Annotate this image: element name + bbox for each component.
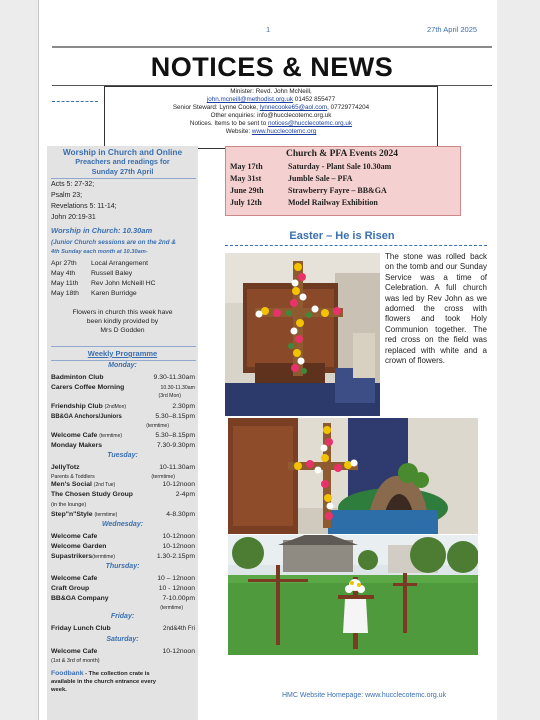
programme-row xyxy=(51,657,197,665)
page-number: 1 xyxy=(266,25,271,34)
flowers-note xyxy=(47,308,198,335)
foodbank-text-2: available in the church entrance every xyxy=(51,679,157,685)
worship-heading xyxy=(47,147,198,177)
activity-name: Friendship Club xyxy=(51,403,103,410)
event-row xyxy=(230,186,387,196)
header-divider xyxy=(52,46,492,48)
activity-name: Welcome Cafe xyxy=(51,432,98,439)
activity-note: (termtime) xyxy=(99,433,123,439)
day-friday: Friday: xyxy=(110,613,135,620)
day-monday: Monday: xyxy=(108,362,137,369)
day-saturday: Saturday: xyxy=(106,636,139,643)
activity-name: Welcome Cafe xyxy=(51,533,98,540)
activity-name: Step"n"Style xyxy=(51,511,93,518)
steward-name: Senior Steward: Lynne Cooke, xyxy=(172,104,260,111)
activity-time: 10 - 12noon xyxy=(158,585,195,592)
day-tuesday: Tuesday: xyxy=(107,452,138,459)
photo-flower-cross-pulpit xyxy=(225,253,380,416)
activity-time: 10-12noon xyxy=(162,648,195,655)
activity-note: (termtime) xyxy=(94,512,118,518)
event-date: June 29th xyxy=(230,186,264,195)
reading-3: Revelations 5: 11-14; xyxy=(51,203,117,210)
activity-name: Badminton Club xyxy=(51,374,104,381)
programme-row xyxy=(51,575,197,583)
event-row xyxy=(230,198,378,208)
notices-email-link[interactable]: notices@hucclecotemc.org.uk xyxy=(267,120,353,127)
programme-row xyxy=(51,413,197,421)
event-name: Saturday - Plant Sale 10.30am xyxy=(288,162,392,171)
enquiries-line: Other enquiries: info@hucclecotemc.org.uk xyxy=(210,112,332,119)
website-prefix: Website: xyxy=(225,128,252,135)
activity-time: 2-4pm xyxy=(175,491,195,498)
foodbank-note xyxy=(51,670,196,694)
preacher-row xyxy=(51,279,156,288)
activity-time: (termtime) xyxy=(146,423,169,429)
programme-row xyxy=(51,585,197,593)
programme-row xyxy=(51,625,197,633)
programme-row xyxy=(51,543,197,551)
easter-divider xyxy=(225,245,487,246)
activity-time: 10-11.30am xyxy=(159,464,195,471)
programme-row xyxy=(51,464,197,472)
programme-row xyxy=(51,384,197,392)
activity-name: Men's Social xyxy=(51,481,92,488)
events-title: Church & PFA Events 2024 xyxy=(285,149,399,159)
minister-contact-line xyxy=(105,96,437,104)
easter-heading: Easter – He is Risen xyxy=(289,230,395,242)
activity-time: 10-12noon xyxy=(162,543,195,550)
right-margin xyxy=(497,0,540,720)
preacher-date: May 11th xyxy=(51,280,79,287)
preacher-name: Karen Burridge xyxy=(91,290,137,297)
left-margin xyxy=(0,0,38,720)
flowers-line-1: Flowers in church this week have xyxy=(72,309,173,316)
event-name: Jumble Sale – PFA xyxy=(288,174,353,183)
day-wednesday: Wednesday: xyxy=(101,521,144,528)
footer-website[interactable]: HMC Website Homepage: www.hucclecotemc.org.uk xyxy=(282,692,447,699)
event-date: May 17th xyxy=(230,162,263,171)
activity-time: 5.30–8.15pm xyxy=(155,413,195,420)
minister-phone: 01452 855477 xyxy=(293,96,336,103)
event-name: Model Railway Exhibition xyxy=(288,198,378,207)
activity-name: Welcome Garden xyxy=(51,543,107,550)
junior-church-note: (Junior Church sessions are on the 2nd & xyxy=(51,239,176,246)
preacher-row xyxy=(51,289,137,298)
programme-row xyxy=(51,442,197,450)
activity-time: 9.30-11.30am xyxy=(153,374,195,381)
programme-row xyxy=(51,553,197,561)
activity-name: Supastrikers xyxy=(51,553,93,560)
activity-name: BB&GA Anchors/Juniors xyxy=(51,414,122,420)
foodbank-label: Foodbank xyxy=(51,670,84,677)
activity-time: 10-12noon xyxy=(162,533,195,540)
activity-name: (in the lounge) xyxy=(51,502,87,508)
event-name: Strawberry Fayre – BB&GA xyxy=(288,186,387,195)
activity-name: Welcome Cafe xyxy=(51,575,98,582)
event-row xyxy=(230,174,353,184)
programme-divider-2 xyxy=(51,360,196,361)
activity-time: 10 – 12noon xyxy=(157,575,195,582)
programme-row xyxy=(51,491,197,499)
activity-time: 10.30-11.30am xyxy=(160,385,195,391)
junior-church-note-2: 4th Sunday each month at 10.30am- xyxy=(51,249,148,255)
foodbank-text-1: - The collection crate is xyxy=(85,671,150,677)
programme-row xyxy=(51,481,197,489)
website-line xyxy=(105,128,437,136)
worship-subtitle: Preachers and readings for xyxy=(75,157,170,166)
programme-row xyxy=(51,648,197,656)
notices-line xyxy=(105,120,437,128)
worship-divider xyxy=(51,178,196,179)
flowers-line-2: been kindly provided by xyxy=(86,318,159,325)
activity-name: The Chosen Study Group xyxy=(51,491,133,498)
worship-sunday: Sunday 27th April xyxy=(91,167,154,176)
activity-time: 5.30–8.15pm xyxy=(155,432,195,439)
activity-note: (2nd Tue) xyxy=(93,482,116,488)
steward-phone: , 07729774204 xyxy=(327,104,370,111)
foodbank-text-3: week. xyxy=(51,687,67,693)
photo-crosses-on-field xyxy=(228,535,478,655)
contact-box xyxy=(104,86,438,149)
activity-name: (1st & 3rd of month) xyxy=(51,658,100,664)
activity-time: (3rd Mon) xyxy=(158,393,181,399)
programme-row xyxy=(51,533,197,541)
activity-name: Friday Lunch Club xyxy=(51,625,111,632)
event-date: May 31st xyxy=(230,174,262,183)
dotted-divider xyxy=(52,101,98,102)
activity-time: 10-12noon xyxy=(162,481,195,488)
activity-note: (termtime) xyxy=(92,554,115,560)
activity-name: BB&GA Company xyxy=(51,595,109,602)
worship-title: Worship in Church and Online xyxy=(62,147,183,157)
programme-row xyxy=(51,501,197,509)
preacher-name: Local Arrangement xyxy=(91,260,149,267)
programme-row xyxy=(51,511,197,519)
reading-1: Acts 5: 27-32; xyxy=(51,181,95,188)
event-row xyxy=(230,162,391,172)
event-date: July 12th xyxy=(230,198,262,207)
activity-name: Craft Group xyxy=(51,585,90,592)
minister-line: Minister: Revd. John McNeill, xyxy=(230,88,312,95)
activity-time: 1.30-2.15pm xyxy=(156,553,195,560)
activity-name: JellyTotz xyxy=(51,464,80,471)
website-link[interactable]: www.hucclecotemc.org xyxy=(251,128,317,135)
photo-cross-and-tomb xyxy=(228,418,478,534)
activity-time: 7.30-9.30pm xyxy=(156,442,195,449)
day-thursday: Thursday: xyxy=(105,563,140,570)
activity-time: (termtime) xyxy=(160,605,183,611)
reading-4: John 20:19-31 xyxy=(51,214,96,221)
minister-email-link[interactable]: john.mcneill@methodist.org.uk xyxy=(206,96,294,103)
issue-date: 27th April 2025 xyxy=(427,25,478,34)
programme-divider xyxy=(51,346,196,347)
preacher-row xyxy=(51,269,132,278)
activity-time: 4-8.30pm xyxy=(166,511,195,518)
preacher-date: Apr 27th xyxy=(51,260,77,267)
activity-name: Parents & Toddlers xyxy=(51,474,95,480)
notices-prefix: Notices. Items to be sent to xyxy=(189,120,268,127)
activity-time: 7-10.00pm xyxy=(162,595,195,602)
activity-name: Carers Coffee Morning xyxy=(51,384,125,391)
activity-name: Welcome Cafe xyxy=(51,648,98,655)
activity-time: 2.30pm xyxy=(172,403,195,410)
programme-row xyxy=(51,432,197,440)
page-edge xyxy=(38,0,39,720)
programme-row xyxy=(51,403,197,411)
worship-time: Worship in Church: 10.30am xyxy=(51,226,153,235)
page-title: NOTICES & NEWS xyxy=(150,52,394,82)
activity-time: 2nd&4th Fri xyxy=(163,625,195,632)
preacher-date: May 18th xyxy=(51,290,79,297)
programme-title: Weekly Programme xyxy=(87,349,158,358)
activity-note: (2ndMon) xyxy=(104,404,127,410)
easter-article: The stone was rolled back on the tomb and our Sunday Service was a time of Celebration. A full church was led by Rev John as we adorned the cross with flowers and took Holy Communion together. The red cross on the field was replaced with white and a crown of flowers. xyxy=(385,252,487,366)
preacher-name: Rev John McNeill HC xyxy=(91,280,156,287)
steward-email-link[interactable]: lynnecooke65@aol.com xyxy=(259,104,328,111)
reading-2: Psalm 23; xyxy=(51,192,83,199)
activity-time: (termtime) xyxy=(151,474,175,480)
activity-name: Monday Makers xyxy=(51,442,102,449)
preacher-name: Russell Baley xyxy=(91,270,133,277)
programme-row xyxy=(51,595,197,603)
preacher-row xyxy=(51,259,148,268)
preacher-date: May 4th xyxy=(51,270,76,277)
flowers-line-3: Mrs D Godden xyxy=(100,327,145,334)
steward-line xyxy=(105,104,437,112)
programme-row xyxy=(51,374,197,382)
programme-row xyxy=(51,473,197,481)
